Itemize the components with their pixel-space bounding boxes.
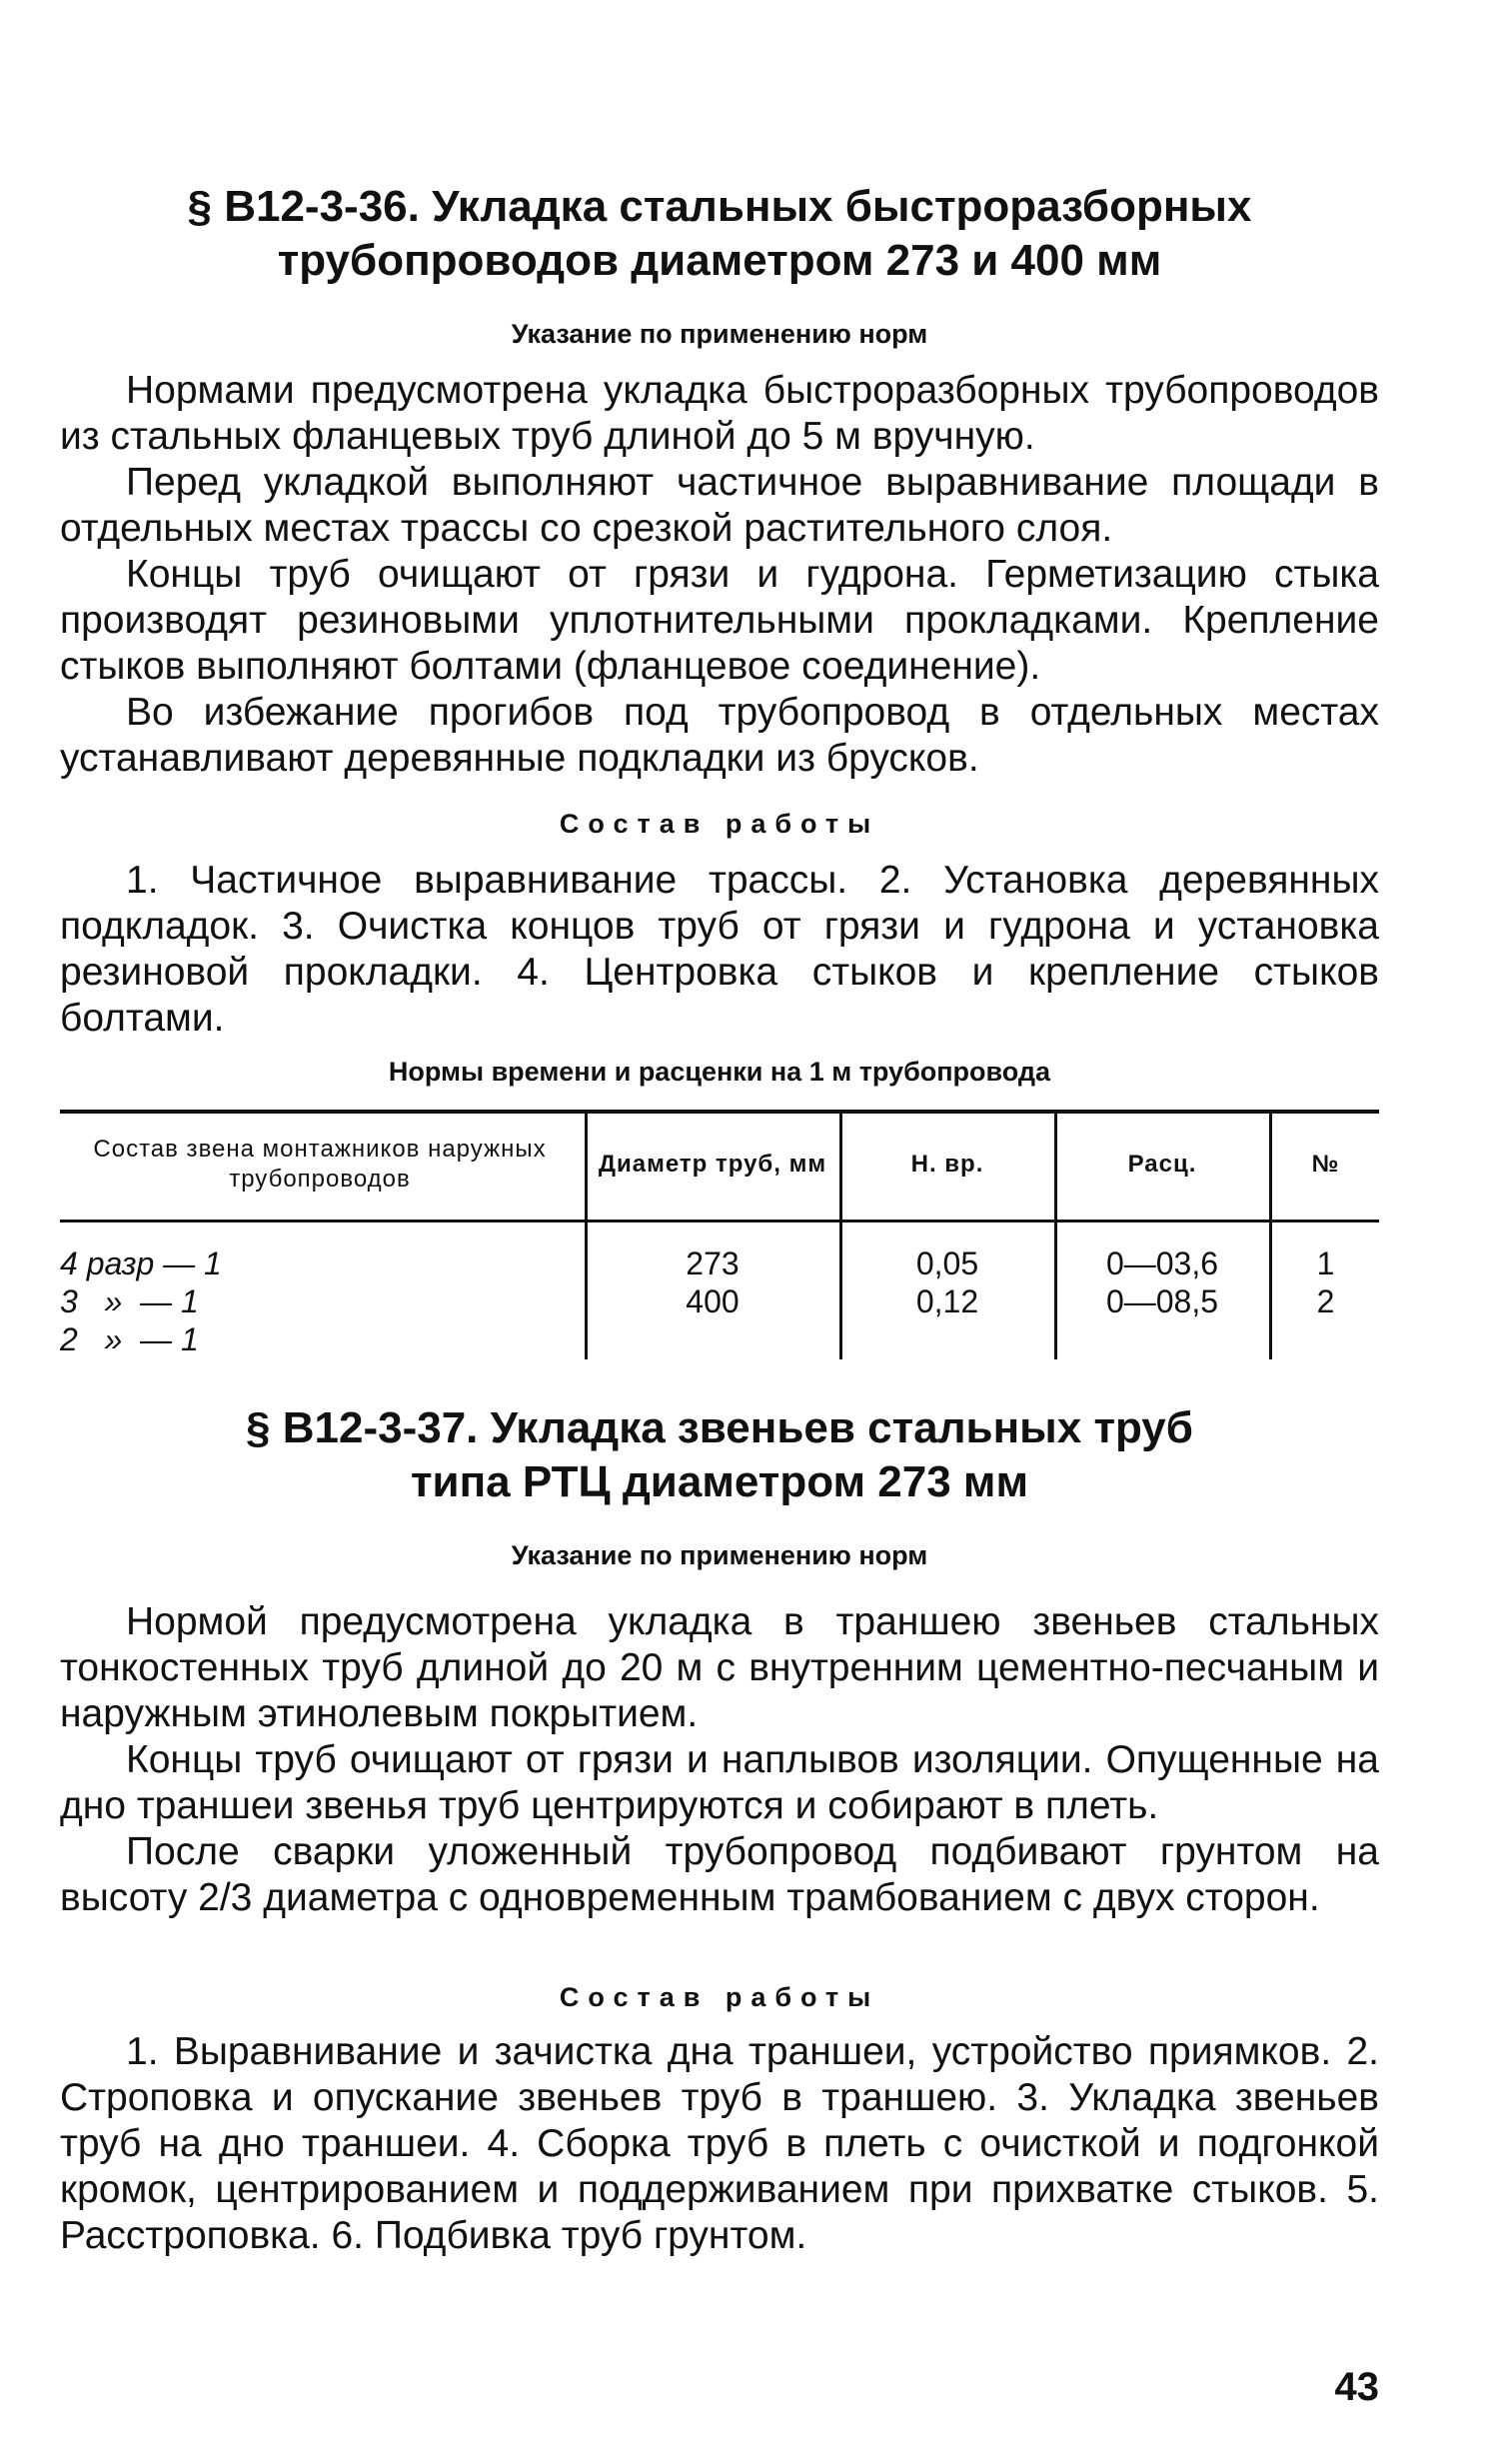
section-1-instruction-heading: Указание по применению норм <box>511 319 928 349</box>
paragraph: Во избежание прогибов под трубопровод в отдельных местах устанавливают деревянные подкладки из брусков. <box>60 691 1379 780</box>
norms-table <box>60 1110 1379 1359</box>
paragraph: Нормами предусмотрена укладка быстроразборных трубопроводов из стальных фланцевых труб длиной до 5 м вручную. <box>60 369 1379 458</box>
section-2-title-line-2: типа РТЦ диаметром 273 мм <box>411 1457 1028 1506</box>
table-caption: Нормы времени и расценки на 1 м трубопровода <box>388 1057 1051 1087</box>
time-column <box>842 1244 1052 1320</box>
section-2-instruction-heading: Указание по применению норм <box>511 1540 928 1570</box>
header-rate: Расц. <box>1127 1151 1197 1178</box>
paragraph: Перед укладкой выполняют частичное выравнивание площади в отдельных местах трассы со срезкой растительного слоя. <box>60 461 1379 550</box>
table-header-rule <box>60 1220 1379 1223</box>
section-1-work-heading: Состав работы <box>559 809 880 839</box>
section-1-title <box>60 180 1379 288</box>
row-number: 1 <box>1316 1245 1335 1281</box>
section-1-title-line-2: трубопроводов диаметром 273 и 400 мм <box>277 236 1162 285</box>
section-2-body <box>60 1599 1379 1921</box>
paragraph: Концы труб очищают от грязи и наплывов изоляции. Опущенные на дно траншеи звенья труб центрируются и собирают в плеть. <box>60 1738 1379 1827</box>
rate-value: 0—08,5 <box>1105 1283 1219 1319</box>
row-number: 2 <box>1316 1283 1335 1319</box>
section-2-work-heading: Состав работы <box>559 1982 880 2012</box>
section-2-title <box>60 1401 1379 1509</box>
work-list-text: 1. Частичное выравнивание трассы. 2. Установка деревянных подкладок. 3. Очистка концов труб от грязи и гудрона и установка резиновой прокладки. 4. Центровка стыков и крепление стыков болтами. <box>60 859 1379 1040</box>
diameter-value: 400 <box>686 1283 740 1319</box>
section-1-work-list <box>60 858 1379 1042</box>
rate-column <box>1057 1244 1267 1320</box>
header-diameter: Диаметр труб, мм <box>598 1151 827 1178</box>
crew-row: 4 разр — 1 <box>60 1245 222 1281</box>
work-list-text: 1. Выравнивание и зачистка дна траншеи, устройство приямков. 2. Строповка и опускание звеньев труб в траншею. 3. Укладка звеньев труб на дно траншеи. 4. Сборка труб в плеть с очисткой и подгонкой кромок, центрированием и поддерживанием при прихватке стыков. 5. Расстроповка. 6. Подбивка труб грунтом. <box>60 2030 1379 2257</box>
header-crew: Состав звена монтажников наружных трубопроводов <box>93 1136 547 1193</box>
header-time: Н. вр. <box>910 1151 984 1178</box>
crew-column <box>60 1244 580 1358</box>
paragraph: Нормой предусмотрена укладка в траншею звеньев стальных тонкостенных труб длиной до 20 м с внутренним цементно-песчаным и наружным этинолевым покрытием. <box>60 1600 1379 1735</box>
section-1-title-line-1: § В12-3-36. Укладка стальных быстроразборных <box>187 182 1252 231</box>
crew-row: 3 » — 1 <box>60 1283 199 1319</box>
section-2-work-list <box>60 2029 1379 2259</box>
time-value: 0,12 <box>915 1283 979 1319</box>
number-column <box>1272 1244 1379 1320</box>
diameter-column <box>588 1244 837 1320</box>
rate-value: 0—03,6 <box>1105 1245 1219 1281</box>
document-page <box>60 0 1379 2464</box>
paragraph: После сварки уложенный трубопровод подбивают грунтом на высоту 2/3 диаметра с одновременным трамбованием с двух сторон. <box>60 1830 1379 1919</box>
diameter-value: 273 <box>686 1245 740 1281</box>
time-value: 0,05 <box>915 1245 979 1281</box>
table-top-rule <box>60 1110 1379 1114</box>
crew-row: 2 » — 1 <box>60 1321 199 1357</box>
header-number: № <box>1311 1151 1340 1178</box>
section-1-body <box>60 368 1379 782</box>
section-2-title-line-1: § В12-3-37. Укладка звеньев стальных труб <box>246 1403 1193 1452</box>
page-number: 43 <box>1334 2365 1379 2409</box>
paragraph: Концы труб очищают от грязи и гудрона. Герметизацию стыка производят резиновыми уплотнительными прокладками. Крепление стыков выполняют болтами (фланцевое соединение). <box>60 553 1379 688</box>
